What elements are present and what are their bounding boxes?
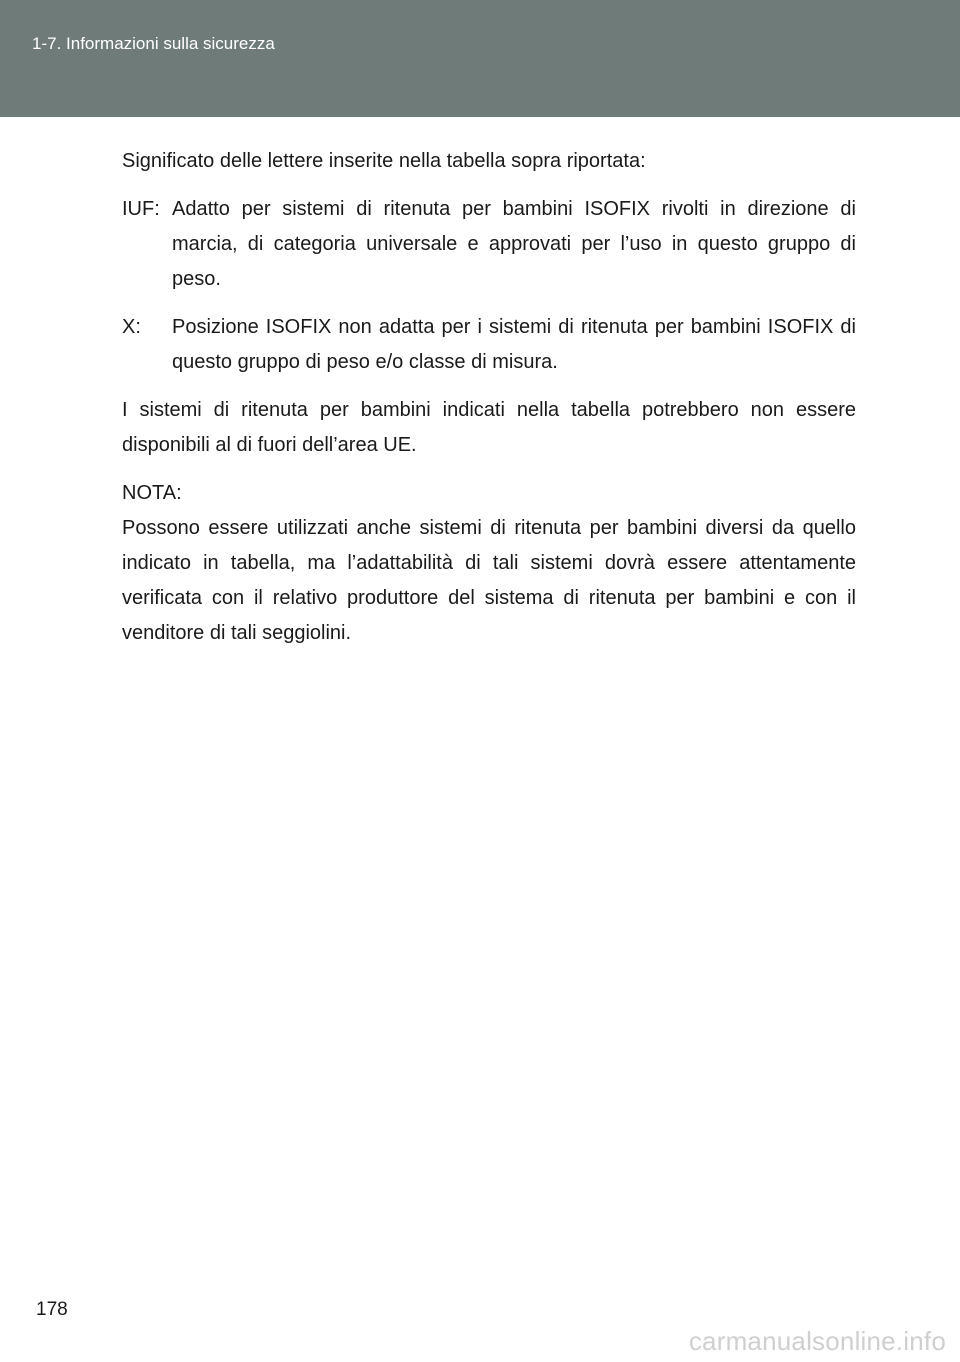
- definition-text: Adatto per sistemi di ritenuta per bambini ISOFIX rivolti in direzione di marcia, di categoria universale e approvati per l’uso in questo gruppo di peso.: [172, 198, 856, 290]
- definition-term: X:: [122, 316, 141, 338]
- definition-iuf: [122, 192, 856, 297]
- watermark: carmanualsonline.info: [688, 1326, 946, 1356]
- intro-paragraph: Significato delle lettere inserite nella tabella sopra riportata:: [122, 150, 646, 172]
- section-header-band: [0, 0, 960, 117]
- page-number: 178: [36, 1299, 68, 1320]
- note-paragraph: Possono essere utilizzati anche sistemi di ritenuta per bambini diversi da quello indicato in tabella, ma l’adattabilità di tali sistemi dovrà essere attentamente verificata con il relativo produttore del sistema di ritenuta per bambini e con il venditore di tali seggiolini.: [122, 517, 856, 644]
- availability-paragraph: I sistemi di ritenuta per bambini indicati nella tabella potrebbero non essere disponibili al di fuori dell’area UE.: [122, 399, 856, 456]
- definition-x: [122, 310, 856, 380]
- section-title: 1-7. Informazioni sulla sicurezza: [32, 34, 275, 53]
- definition-term: IUF:: [122, 198, 160, 220]
- definition-text: Posizione ISOFIX non adatta per i sistemi di ritenuta per bambini ISOFIX di questo gruppo di peso e/o classe di misura.: [172, 316, 856, 373]
- note-label: NOTA:: [122, 482, 182, 504]
- page-content: [122, 144, 856, 651]
